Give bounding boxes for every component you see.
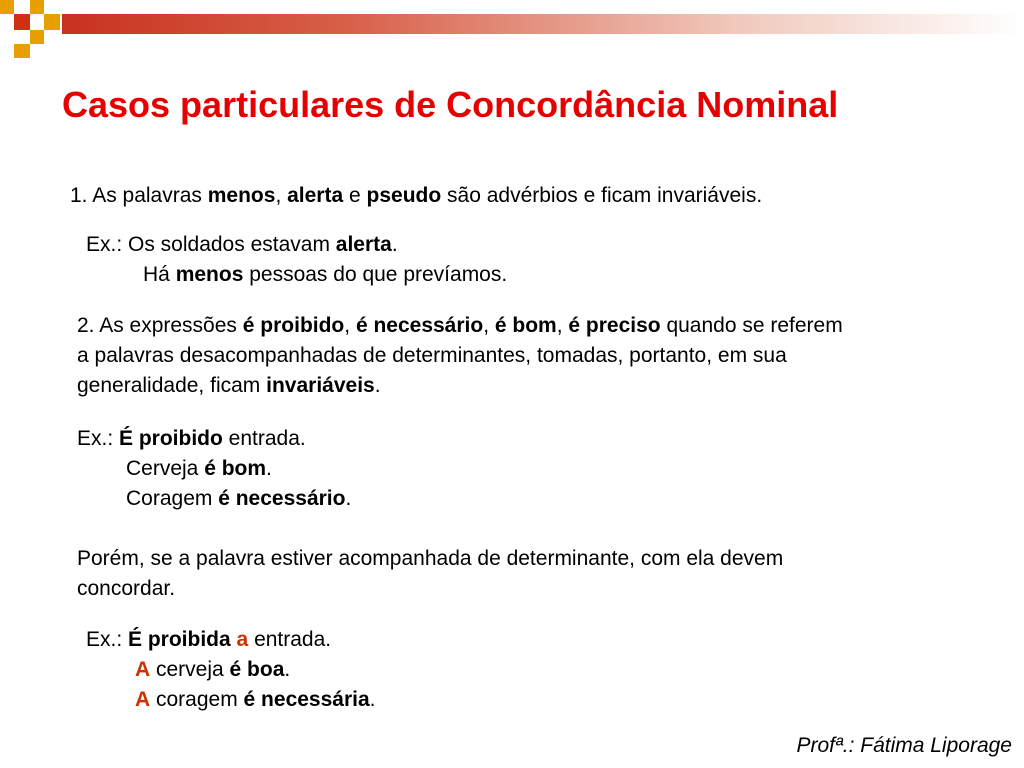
bold-term: alerta xyxy=(287,184,344,207)
bold-term: é preciso xyxy=(568,314,661,337)
decorative-square xyxy=(30,30,44,44)
text-span: , xyxy=(483,314,495,337)
text-span: Há xyxy=(143,263,176,286)
example-3-line-2 xyxy=(135,655,290,685)
bold-term: é necessário xyxy=(355,314,484,337)
example-3-line-1 xyxy=(86,625,331,655)
bold-term: invariáveis xyxy=(266,374,375,397)
text-span: , xyxy=(344,314,356,337)
rule-1-text xyxy=(70,181,762,211)
text-span: Ex.: Os soldados estavam xyxy=(86,233,336,256)
decorative-square xyxy=(44,14,60,30)
text-span: Ex.: xyxy=(86,628,129,651)
text-span: . xyxy=(266,457,272,480)
text-span: . xyxy=(345,487,352,510)
decorative-square xyxy=(14,14,30,30)
decorative-square xyxy=(14,44,30,58)
text-span: . xyxy=(374,374,381,397)
bold-term: menos xyxy=(175,263,244,286)
text-span: generalidade, ficam xyxy=(77,374,267,397)
example-1-line-2 xyxy=(143,260,507,290)
text-span: 2. As expressões xyxy=(77,314,243,337)
bold-term: é necessária xyxy=(243,688,370,711)
note-line-1: Porém, se a palavra estiver acompanhada de determinante, com ela devem xyxy=(77,547,784,570)
text-span: Cerveja xyxy=(126,457,205,480)
text-span: entrada. xyxy=(222,427,306,450)
bold-term: É proibido xyxy=(119,427,223,450)
example-3-line-3 xyxy=(135,685,376,715)
author-signature: Profª.: Fátima Liporage xyxy=(796,734,1012,757)
highlighted-article: A xyxy=(135,658,151,681)
text-span: entrada. xyxy=(248,628,332,651)
text-span: coragem xyxy=(150,688,244,711)
rule-2-line-3 xyxy=(77,371,381,401)
highlighted-article: A xyxy=(135,688,151,711)
slide-title: Casos particulares de Concordância Nominal xyxy=(62,84,839,125)
example-2-line-2 xyxy=(126,454,272,484)
decorative-square xyxy=(0,0,14,14)
example-1-line-1 xyxy=(86,230,398,260)
header-gradient-bar xyxy=(62,14,1024,34)
bold-term: menos xyxy=(207,184,276,207)
bold-term: é proibido xyxy=(242,314,345,337)
text-span: . xyxy=(391,233,398,256)
decorative-square xyxy=(30,0,44,14)
bold-term: É proibida xyxy=(128,628,231,651)
text-span: Coragem xyxy=(126,487,219,510)
bold-term: é necessário xyxy=(218,487,346,510)
bold-term: é boa xyxy=(229,658,285,681)
text-span: , xyxy=(275,184,288,207)
text-span: , xyxy=(556,314,569,337)
bold-term: alerta xyxy=(335,233,392,256)
text-span: cerveja xyxy=(150,658,230,681)
header-decoration xyxy=(0,0,1024,60)
text-span: são advérbios e ficam invariáveis. xyxy=(441,184,763,207)
text-span: pessoas do que prevíamos. xyxy=(243,263,508,286)
text-span: . xyxy=(284,658,291,681)
highlighted-article: a xyxy=(236,628,249,651)
text-span: Ex.: xyxy=(77,427,120,450)
rule-2-line-1 xyxy=(77,311,843,341)
bold-term: é bom xyxy=(494,314,557,337)
note-line-2: concordar. xyxy=(77,577,176,600)
example-2-line-1 xyxy=(77,424,306,454)
rule-2-line-2: a palavras desacompanhadas de determinantes, tomadas, portanto, em sua xyxy=(77,344,787,367)
bold-term: pseudo xyxy=(366,184,442,207)
text-span: quando se referem xyxy=(660,314,843,337)
bold-term: é bom xyxy=(204,457,267,480)
text-span: . xyxy=(369,688,376,711)
text-span: e xyxy=(343,184,367,207)
example-2-line-3 xyxy=(126,484,351,514)
text-span: 1. As palavras xyxy=(70,184,208,207)
